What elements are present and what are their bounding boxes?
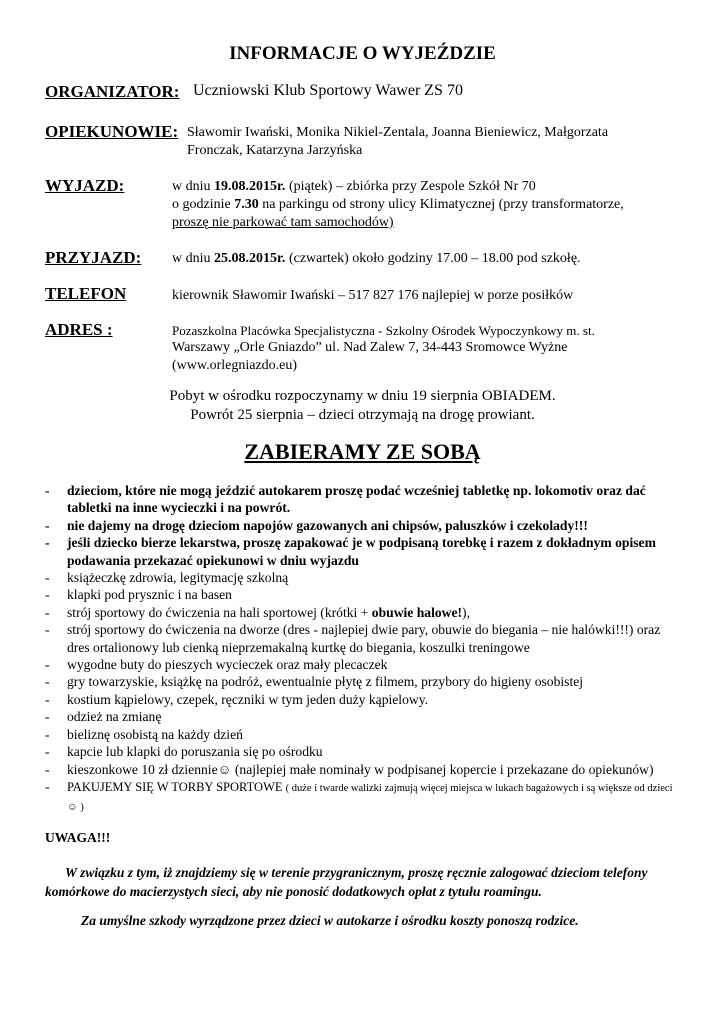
list-item: - kieszonkowe 10 zł dziennie☺ (najlepiej małe nominały w podpisanej kopercie i przekazane do opiekunów): [45, 761, 654, 777]
adres-line1: Pozaszkolna Placówka Specjalistyczna - Szkolny Ośrodek Wypoczynkowy m. st.: [172, 323, 595, 338]
list-item: - książeczkę zdrowia, legitymację szkolną: [45, 570, 289, 586]
pobyt-line2: Powrót 25 sierpnia – dzieci otrzymają na drogę prowiant.: [190, 407, 535, 423]
list-item: - kostium kąpielowy, czepek, ręczniki w tym jeden duży kąpielowy.: [45, 691, 429, 707]
list-item: - strój sportowy do ćwiczenia na hali sportowej (krótki + obuwie halowe!),: [45, 604, 470, 620]
list-item: - kapcie lub klapki do poruszania się po ośrodku: [45, 744, 323, 760]
opiekunowie-line2: Fronczak, Katarzyna Jarzyńska: [187, 143, 363, 158]
opiekunowie-label: OPIEKUNOWIE:: [45, 122, 179, 141]
pobyt-line1: Pobyt w ośrodku rozpoczynamy w dniu 19 sierpnia OBIADEM.: [169, 388, 556, 404]
adres-line2: Warszawy „Orle Gniazdo” ul. Nad Zalew 7, 34-443 Sromowce Wyżne: [172, 340, 568, 355]
adres-line3: (www.orlegniazdo.eu): [172, 358, 298, 373]
organizator-label: ORGANIZATOR:: [45, 82, 180, 101]
list-item: - bieliznę osobistą na każdy dzień: [45, 726, 243, 742]
list-item: - klapki pod prysznic i na basen: [45, 587, 232, 603]
uwaga-heading: UWAGA!!!: [45, 830, 111, 845]
list-item: - gry towarzyskie, książkę na podróż, ewentualnie płytę z filmem, przybory do higieny osobistej: [45, 674, 584, 690]
telefon-label: TELEFON: [45, 284, 127, 303]
list-item: - strój sportowy do ćwiczenia na dworze (dres - najlepiej dwie pary, obuwie do biegania – nie halówki!!!) oraz dres ortalionowy lub cienką nieprzemakalną kurtkę do biegania, koszulki treningowe: [45, 622, 661, 655]
przyjazd-label: PRZYJAZD:: [45, 248, 142, 267]
list-item: - dzieciom, które nie mogą jeździć autokarem proszę podać wcześniej tabletkę np. lokomotiv oraz dać tabletki na inne wycieczki i na powrót.: [45, 483, 646, 516]
packing-list: [45, 482, 685, 817]
list-item: - wygodne buty do pieszych wycieczek oraz mały plecaczek: [45, 657, 388, 673]
wyjazd-label: WYJAZD:: [45, 176, 125, 195]
organizator-value: Uczniowski Klub Sportowy Wawer ZS 70: [193, 82, 463, 99]
wyjazd-line3: proszę nie parkować tam samochodów): [172, 215, 394, 230]
damage-note: Za umyślne szkody wyrządzone przez dzieci w autokarze i ośrodku koszty ponoszą rodzice.: [81, 913, 579, 928]
list-item: - nie dajemy na drogę dzieciom napojów gazowanych ani chipsów, paluszków i czekolady!!!: [45, 517, 588, 533]
list-item: - jeśli dziecko bierze lekarstwa, proszę zapakować je w podpisaną torebkę i razem z dokładnym opisem podawania przekazać opiekunowi w dniu wyjazdu: [45, 535, 656, 568]
page-title: INFORMACJE O WYJEŹDZIE: [229, 43, 496, 64]
wyjazd-line2: o godzinie 7.30 na parkingu od strony ulicy Klimatycznej (przy transformatorze,: [172, 197, 624, 212]
wyjazd-line1: w dniu 19.08.2015r. (piątek) – zbiórka przy Zespole Szkół Nr 70: [172, 179, 536, 194]
telefon-value: kierownik Sławomir Iwański – 517 827 176 najlepiej w porze posiłków: [172, 288, 574, 303]
list-item: - odzież na zmianę: [45, 709, 162, 725]
adres-label: ADRES :: [45, 320, 113, 339]
opiekunowie-line1: Sławomir Iwański, Monika Nikiel-Zentala, Joanna Bieniewicz, Małgorzata: [187, 125, 609, 140]
section-title: ZABIERAMY ZE SOBĄ: [244, 439, 481, 464]
roaming-note: W związku z tym, iż znajdziemy się w terenie przygranicznym, proszę ręcznie zalogować dzieciom telefony komórkowe do macierzystych sieci, aby nie ponosić dodatkowych opłat z tytułu roamingu.: [45, 865, 648, 899]
przyjazd-value: w dniu 25.08.2015r. (czwartek) około godziny 17.00 – 18.00 pod szkołę.: [172, 251, 581, 266]
list-item: - PAKUJEMY SIĘ W TORBY SPORTOWE ( duże i twarde walizki zajmują więcej miejsca w lukach bagażowych i są większe od dzieci ☺ ): [45, 778, 673, 814]
